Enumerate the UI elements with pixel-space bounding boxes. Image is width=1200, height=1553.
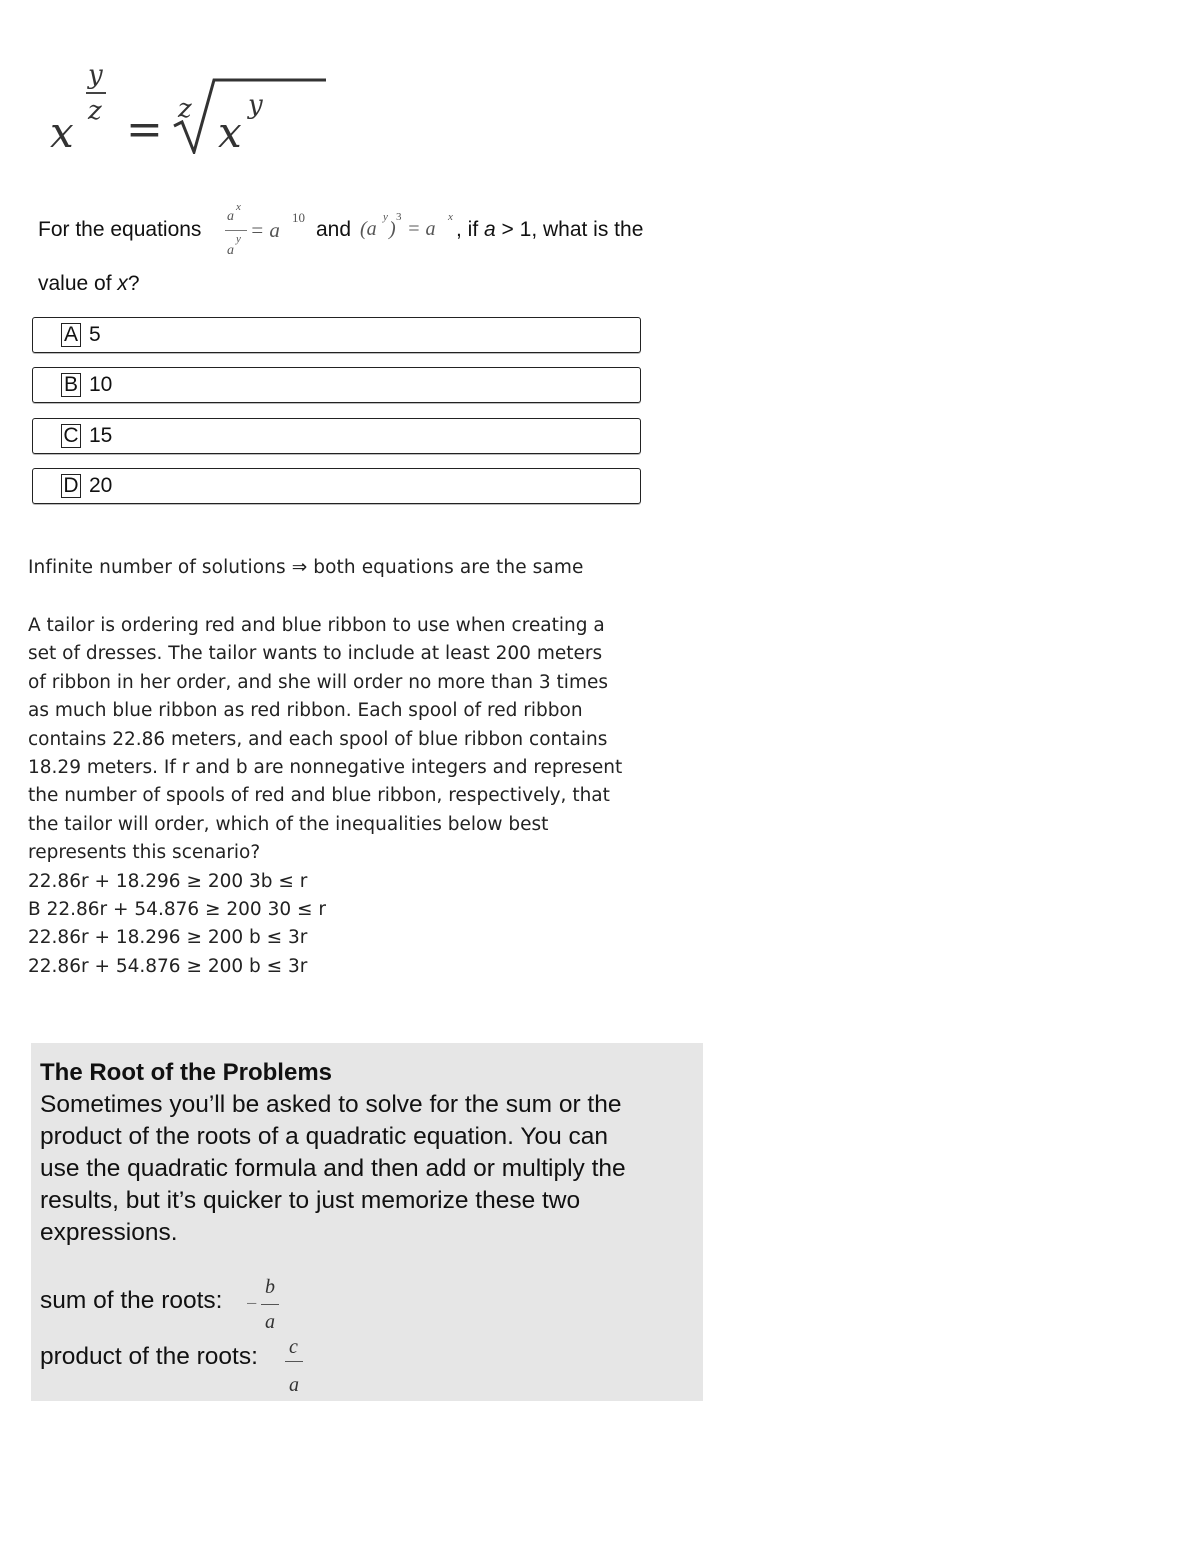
- eq2-rhs-exp: x: [448, 211, 453, 223]
- question-condition: [456, 218, 643, 242]
- sum-roots-sign: −: [246, 1293, 258, 1315]
- sum-roots-label: sum of the roots:: [40, 1287, 223, 1314]
- tailor-line: as much blue ribbon as red ribbon. Each spool of red ribbon: [28, 700, 583, 722]
- eq2-open: (a: [360, 218, 377, 240]
- tailor-question: [28, 612, 648, 981]
- frac-numerator: a: [227, 209, 234, 224]
- tailor-option-line: 22.86r + 54.876 ≥ 200 b ≤ 3r: [28, 955, 308, 977]
- frac-denominator: a: [227, 243, 234, 258]
- line2-var: x: [117, 272, 128, 295]
- product-roots-numerator: c: [289, 1336, 298, 1358]
- formula-exp-bar: [86, 92, 106, 94]
- question-stem: [0, 196, 700, 296]
- eq1-rhs-exp: 10: [292, 210, 305, 225]
- condition-var: a: [484, 218, 496, 241]
- product-roots-bar: [285, 1361, 303, 1362]
- eq2-exp-inner: y: [383, 211, 388, 223]
- eq2-exp-outer: 3: [396, 211, 402, 223]
- tailor-line: represents this scenario?: [28, 842, 261, 864]
- solution-note: Infinite number of solutions ⇒ both equations are the same: [28, 557, 584, 578]
- condition-part-2: > 1, what is the: [495, 218, 644, 241]
- product-roots-label: product of the roots:: [40, 1343, 258, 1370]
- sum-roots-bar: [261, 1304, 279, 1305]
- sum-roots-numerator: b: [265, 1276, 275, 1298]
- tip-body-line: use the quadratic formula and then add or multiply the: [40, 1155, 626, 1182]
- tailor-line: A tailor is ordering red and blue ribbon to use when creating a: [28, 615, 605, 636]
- eq2-rhs: = a: [402, 218, 436, 240]
- condition-part-1: , if: [456, 218, 485, 241]
- tailor-option-line: 22.86r + 18.296 ≥ 200 b ≤ 3r: [28, 927, 308, 949]
- tip-title: The Root of the Problems: [40, 1059, 333, 1086]
- choice-value: 10: [89, 373, 113, 396]
- formula-base: x: [50, 108, 74, 157]
- choice-value: 15: [89, 424, 113, 447]
- eq2-close: ): [389, 218, 396, 240]
- tailor-option-line: B 22.86r + 54.876 ≥ 200 30 ≤ r: [28, 899, 326, 921]
- frac-numerator-exp: x: [236, 201, 241, 213]
- question-prefix: For the equations: [38, 218, 202, 241]
- tailor-line: the number of spools of red and blue ribbon, respectively, that: [28, 785, 610, 807]
- frac-denominator-exp: y: [236, 233, 241, 245]
- formula-equals: =: [126, 104, 163, 155]
- formula-radicand-base: x: [218, 108, 242, 157]
- formula-radicand-exp: y: [248, 90, 263, 120]
- line2-prefix: value of: [38, 272, 118, 295]
- sum-roots-denominator: a: [265, 1311, 275, 1333]
- choice-letter: D: [61, 474, 81, 498]
- choice-a[interactable]: [32, 317, 641, 353]
- choice-d[interactable]: [32, 468, 641, 504]
- tailor-line: set of dresses. The tailor wants to include at least 200 meters: [28, 643, 603, 665]
- tip-body-line: results, but it’s quicker to just memorize these two: [40, 1187, 581, 1214]
- exponent-root-formula: [48, 58, 288, 158]
- tailor-line: of ribbon in her order, and she will order no more than 3 times: [28, 671, 608, 693]
- tailor-option-line: 22.86r + 18.296 ≥ 200 3b ≤ r: [28, 870, 308, 892]
- question-line-2: [38, 272, 140, 296]
- tip-box: [31, 1043, 703, 1401]
- frac-bar: [225, 230, 247, 231]
- line2-suffix: ?: [127, 272, 140, 295]
- formula-root-index: z: [178, 94, 192, 124]
- tip-body-line: Sometimes you’ll be asked to solve for the sum or the: [40, 1091, 622, 1118]
- tailor-line: contains 22.86 meters, and each spool of blue ribbon contains: [28, 728, 608, 750]
- choice-letter: A: [61, 323, 81, 347]
- choice-value: 5: [89, 323, 101, 346]
- formula-exp-numerator: y: [88, 60, 103, 90]
- tip-body-line: expressions.: [40, 1219, 178, 1246]
- question-and: and: [316, 218, 352, 241]
- tailor-line: the tailor will order, which of the inequalities below best: [28, 813, 549, 835]
- choice-letter: B: [61, 373, 81, 397]
- choice-b[interactable]: [32, 367, 641, 403]
- formula-exp-denominator: z: [88, 96, 102, 126]
- tip-body: [40, 1089, 688, 1249]
- eq1-rhs: = a: [250, 218, 280, 242]
- choice-letter: C: [61, 424, 81, 448]
- tip-body-line: product of the roots of a quadratic equation. You can: [40, 1123, 608, 1150]
- tailor-line: 18.29 meters. If r and b are nonnegative integers and represent: [28, 757, 623, 779]
- choice-c[interactable]: [32, 418, 641, 454]
- product-roots-denominator: a: [289, 1374, 299, 1396]
- choice-value: 20: [89, 474, 113, 497]
